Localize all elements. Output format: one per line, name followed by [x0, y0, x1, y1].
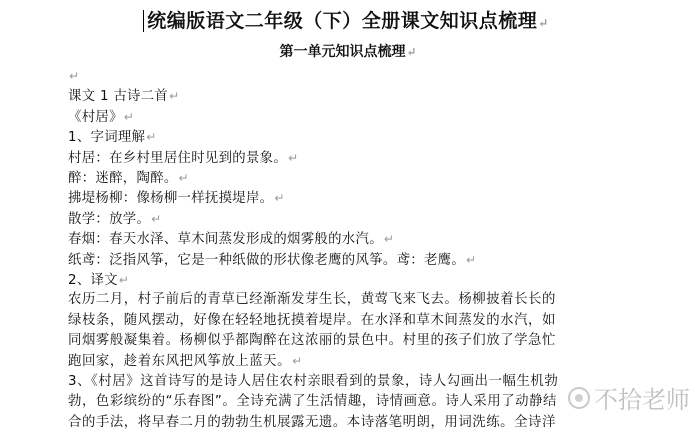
text-line: 村居：在乡村里居住时见到的景象。↵	[68, 150, 299, 166]
paragraph-line: 勃，色彩缤纷的“乐春图”。全诗充满了生活情趣，诗情画意。诗人采用了动静结	[68, 394, 557, 410]
paragraph-mark-icon: ↵	[123, 109, 135, 124]
paragraph-line: 3、《村居》这首诗写的是诗人居住农村亲眼看到的景象，诗人勾画出一幅生机勃	[68, 373, 559, 389]
paragraph-line: 同烟雾般凝集着。杨柳似乎都陶醉在这浓丽的景色中。村里的孩子们放了学急忙	[68, 333, 556, 349]
subtitle-text: 第一单元知识点梳理	[279, 44, 406, 60]
title-text: 统编版语文二年级（下）全册课文知识点梳理	[147, 10, 538, 32]
paragraph-mark-icon: ↵	[383, 232, 395, 247]
section-title	[0, 42, 696, 62]
paragraph-mark-icon: ↵	[69, 69, 80, 83]
paragraph-mark-icon: ↵	[406, 45, 417, 59]
watermark-text: 不拾老师	[594, 386, 690, 414]
text-line: 拂堤杨柳：像杨柳一样抚摸堤岸。↵	[68, 191, 285, 207]
text-line: 《村居》↵	[68, 109, 135, 125]
document-body	[68, 66, 690, 433]
paragraph-line: 农历二月，村子前后的青草已经渐渐发芽生长，黄莺飞来飞去。杨柳披着长长的	[68, 292, 556, 308]
text-line	[68, 66, 690, 86]
paragraph-line: 绿枝条，随风摆动，好像在轻轻地抚摸着堤岸。在水泽和草木间蒸发的水汽，如	[68, 312, 556, 328]
text-line: 1、字词理解↵	[68, 130, 157, 146]
text-line: 春烟：春天水泽、草木间蒸发形成的烟雾般的水汽。↵	[68, 232, 395, 248]
paragraph-mark-icon: ↵	[274, 191, 285, 206]
paragraph-mark-icon: ↵	[292, 354, 303, 369]
paragraph-mark-icon: ↵	[288, 150, 299, 165]
text-line: 课文 1 古诗二首↵	[68, 89, 180, 105]
paragraph-mark-icon: ↵	[466, 252, 477, 267]
text-line: 散学：放学。↵	[68, 211, 162, 227]
paragraph-mark-icon: ↵	[178, 170, 189, 185]
watermark-logo-icon	[568, 387, 590, 409]
document-title	[0, 8, 696, 36]
watermark	[568, 380, 690, 415]
text-line: 醉：迷醉，陶醉。↵	[68, 170, 189, 186]
paragraph-mark-icon: ↵	[538, 16, 549, 30]
text-line: 2、译文↵	[68, 272, 130, 288]
paragraph-mark-icon: ↵	[151, 211, 162, 226]
text-line: 纸鸢：泛指风筝，它是一种纸做的形状像老鹰的风筝。鸢：老鹰。↵	[68, 252, 477, 268]
paragraph-mark-icon: ↵	[146, 130, 157, 145]
paragraph-mark-icon: ↵	[169, 89, 180, 104]
paragraph-line: 合的手法，将早春二月的勃勃生机展露无遗。本诗落笔明朗，用词洗练。全诗洋	[68, 414, 556, 430]
paragraph-mark-icon: ↵	[118, 272, 130, 287]
paragraph-line: 跑回家，趁着东风把风筝放上蓝天。↵	[68, 354, 303, 370]
